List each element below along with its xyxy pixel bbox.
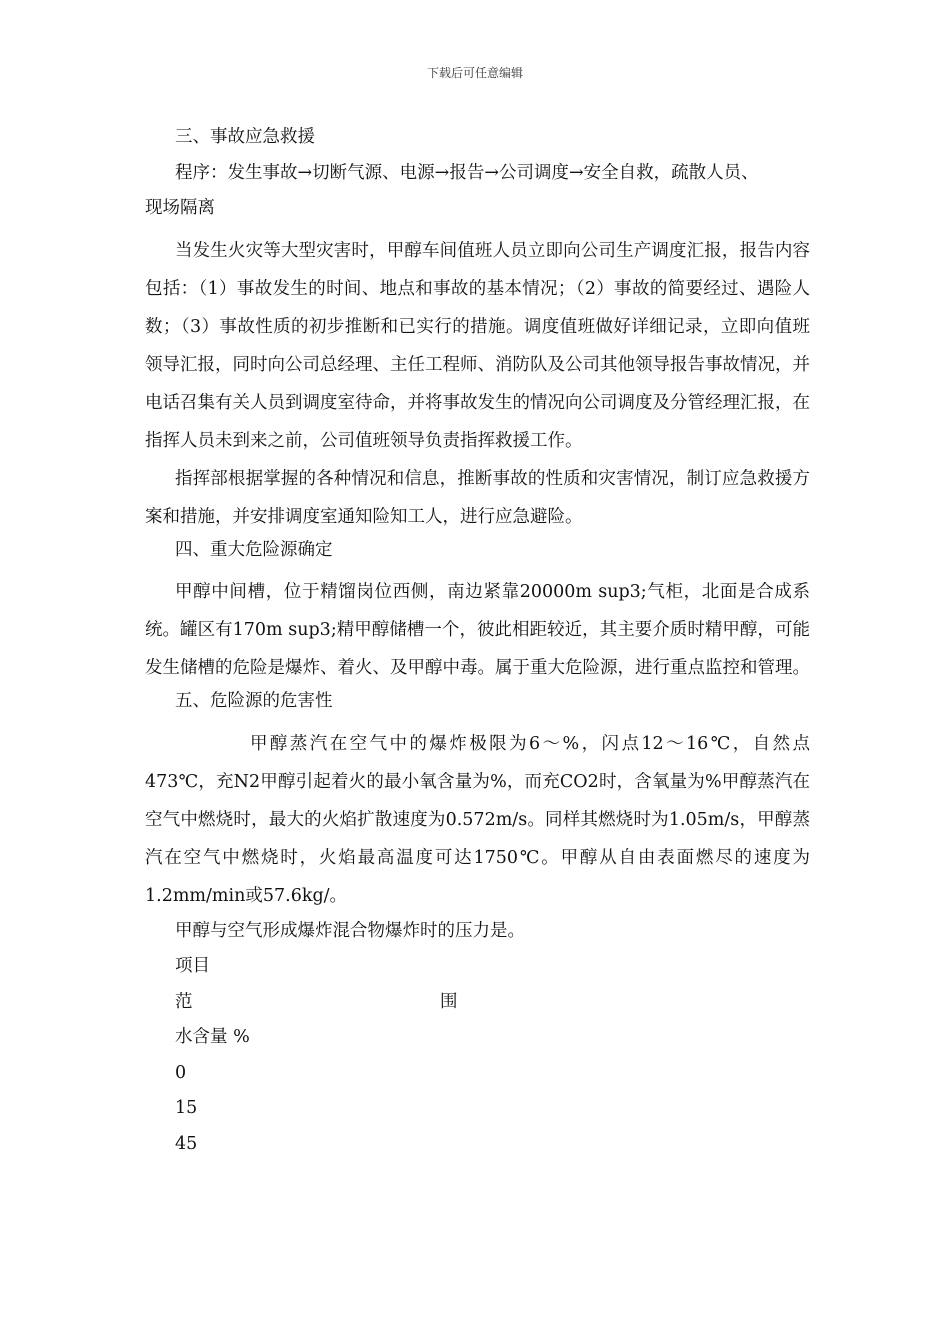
table-range-row (145, 990, 810, 1026)
section-5-title: 五、危险源的危害性 (175, 691, 333, 711)
section-3-title: 三、事故应急救援 (175, 127, 315, 147)
table-range-right: 围 (440, 991, 458, 1012)
table-water-label: 水含量 % (175, 1027, 250, 1047)
section-4-title: 四、重大危险源确定 (175, 539, 333, 560)
section-5-paragraph: 甲醇蒸汽在空气中的爆炸极限为6～%，闪点12～16℃，自然点473℃，充N2甲醇引起着火的最小氧含量为%，而充CO2时，含氧量为%甲醇蒸汽在空气中燃烧时，最大的火焰扩散速度为0.572m/s。同样其燃烧时为1.05m/s，甲醇蒸汽在空气中燃烧时，火焰最高温度可达1750℃。甲醇从自由表面燃尽的速度为1.2mm/min或57.6kg/。 (145, 733, 810, 906)
page-header: 下载后可任意编辑 (426, 66, 523, 80)
section-4-paragraph: 甲醇中间槽，位于精馏岗位西侧，南边紧靠20000m sup3;气柜，北面是合成系统。罐区有170m sup3;精甲醇储槽一个，彼此相距较近，其主要介质时精甲醇，可能发生储槽的危险是爆炸、着火、及甲醇中毒。属于重大危险源，进行重点监控和管理。 (145, 582, 810, 678)
document-body (145, 125, 810, 1167)
table-range-left: 范 (175, 991, 193, 1012)
section-5-pressure-line: 甲醇与空气形成爆炸混合物爆炸时的压力是。 (175, 920, 525, 941)
section-3-paragraph-2: 指挥部根据掌握的各种情况和信息，推断事故的性质和灾害情况，制订应急救援方案和措施，并安排调度室通知险知工人，进行应急避险。 (145, 468, 810, 527)
section-3-procedure-line-1: 程序：发生事故→切断气源、电源→报告→公司调度→安全自救，疏散人员、 (175, 162, 759, 183)
table-value: 15 (175, 1098, 198, 1118)
table-value: 0 (175, 1062, 187, 1083)
section-3-paragraph-1: 当发生火灾等大型灾害时，甲醇车间值班人员立即向公司生产调度汇报，报告内容包括：（1）事故发生的时间、地点和事故的基本情况；（2）事故的简要经过、遇险人数；（3）事故性质的初步推断和已实行的措施。调度值班做好详细记录，立即向值班领导汇报，同时向公司总经理、主任工程师、消防队及公司其他领导报告事故情况，并电话召集有关人员到调度室待命，并将事故发生的情况向公司调度及分管经理汇报，在指挥人员未到来之前，公司值班领导负责指挥救援工作。 (145, 240, 810, 451)
table-item-label: 项目 (175, 956, 210, 976)
section-3-procedure-line-2: 现场隔离 (145, 198, 215, 218)
table-value: 45 (175, 1133, 198, 1154)
